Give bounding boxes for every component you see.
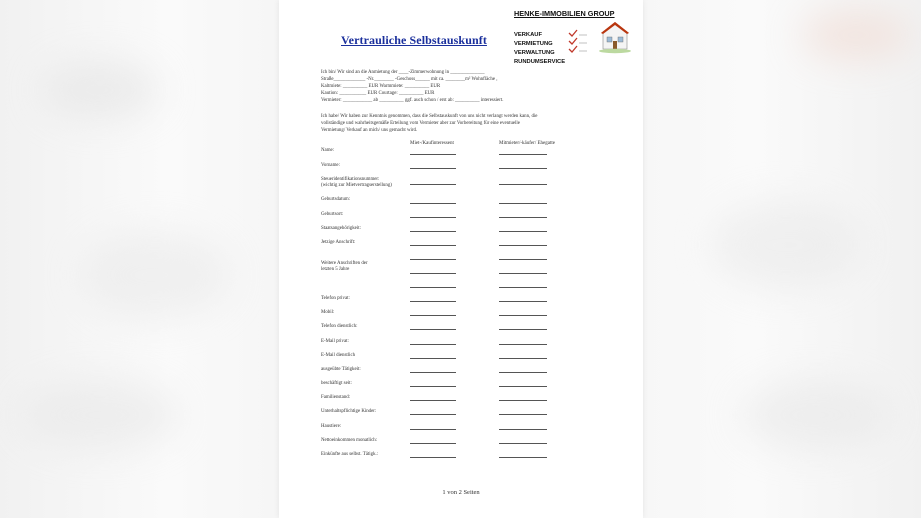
co-applicant-entry-line[interactable] xyxy=(499,414,547,415)
co-applicant-entry-line[interactable] xyxy=(499,245,547,246)
background-blur-shape xyxy=(80,230,230,320)
applicant-entry-line[interactable] xyxy=(410,329,456,330)
document-title: Vertrauliche Selbstauskunft xyxy=(341,33,487,47)
applicant-entry-line[interactable] xyxy=(410,184,456,185)
co-applicant-entry-line[interactable] xyxy=(499,443,547,444)
column-header-applicant: Miet-/Kaufinteressent xyxy=(410,141,454,146)
co-applicant-entry-line[interactable] xyxy=(499,154,547,155)
page-footer: 1 von 2 Seiten xyxy=(442,489,480,496)
form-field-label: Mobil: xyxy=(321,310,335,315)
applicant-entry-line[interactable] xyxy=(410,203,456,204)
house-checklist-logo-icon xyxy=(567,19,631,61)
background-blur-shape xyxy=(711,200,861,290)
background-left xyxy=(0,0,279,518)
consent-line: Vermietung/ Verkauf an mich/ uns gemacht wird. xyxy=(321,128,418,134)
form-field-label: Name: xyxy=(321,148,335,153)
background-right xyxy=(643,0,921,518)
co-applicant-entry-line[interactable] xyxy=(499,259,547,260)
interest-statement xyxy=(321,69,621,104)
intro-line: Ich bin/ Wir sind an die Anmietung der ____-Zimmerwohnung in ______________ xyxy=(321,70,485,75)
applicant-entry-line[interactable] xyxy=(410,231,456,232)
applicant-entry-line[interactable] xyxy=(410,217,456,218)
intro-line: Vermieter: ____________ ab __________ ggf. auch schon / erst ab: __________ interessiert. xyxy=(321,98,504,104)
form-field-label: Unterhaltspflichtige Kinder: xyxy=(321,409,377,414)
co-applicant-entry-line[interactable] xyxy=(499,287,547,288)
co-applicant-entry-line[interactable] xyxy=(499,372,547,373)
applicant-entry-line[interactable] xyxy=(410,344,456,345)
applicant-entry-line[interactable] xyxy=(410,386,456,387)
consent-line: vollständige und wahrheitsgemäße Erteilung vom Vermieter aber zur Vorbereitung für eine eventuelle xyxy=(321,121,520,127)
intro-line: Kaution: ___________ EUR Courtage: __________ EUR xyxy=(321,91,435,97)
form-field-label: Vorname: xyxy=(321,163,340,168)
applicant-entry-line[interactable] xyxy=(410,168,456,169)
applicant-entry-line[interactable] xyxy=(410,154,456,155)
service-item: RUNDUMSERVICE xyxy=(514,59,566,65)
co-applicant-entry-line[interactable] xyxy=(499,217,547,218)
form-field-label: Einkünfte aus selbst. Tätigk.: xyxy=(321,452,379,457)
applicant-entry-line[interactable] xyxy=(410,287,456,288)
document-page xyxy=(279,0,643,518)
column-header-co-applicant: Mitmieter/-käufer/ Ehegatte xyxy=(499,141,555,146)
co-applicant-entry-line[interactable] xyxy=(499,400,547,401)
intro-line: Kaltmiete: __________ EUR Warmmiete: __________ EUR xyxy=(321,84,441,90)
form-field-label: ausgeübte Tätigkeit: xyxy=(321,367,361,372)
co-applicant-entry-line[interactable] xyxy=(499,273,547,274)
form-field-label: Nettoeinkommen monatlich: xyxy=(321,438,378,443)
co-applicant-entry-line[interactable] xyxy=(499,203,547,204)
applicant-entry-line[interactable] xyxy=(410,400,456,401)
consent-statement xyxy=(321,113,621,134)
form-field-label: Haustiere: xyxy=(321,424,342,429)
co-applicant-entry-line[interactable] xyxy=(499,315,547,316)
form-field-label: Weitere Anschriften der letzten 5 Jahre xyxy=(321,261,368,273)
form-field-label: Familienstand: xyxy=(321,395,351,400)
applicant-entry-line[interactable] xyxy=(410,259,456,260)
form-field-label: Geburtsort: xyxy=(321,212,344,217)
co-applicant-entry-line[interactable] xyxy=(499,231,547,232)
co-applicant-entry-line[interactable] xyxy=(499,184,547,185)
background-blur-shape xyxy=(741,380,891,450)
applicant-entry-line[interactable] xyxy=(410,273,456,274)
co-applicant-entry-line[interactable] xyxy=(499,344,547,345)
background-blur-shape xyxy=(801,10,911,60)
company-name: HENKE-IMMOBILIEN GROUP xyxy=(514,9,615,18)
service-item: VERWALTUNG xyxy=(514,50,555,56)
applicant-entry-line[interactable] xyxy=(410,372,456,373)
background-blur-shape xyxy=(20,380,180,450)
co-applicant-entry-line[interactable] xyxy=(499,329,547,330)
co-applicant-entry-line[interactable] xyxy=(499,358,547,359)
applicant-entry-line[interactable] xyxy=(410,429,456,430)
form-field-label: Jetzige Anschrift: xyxy=(321,240,356,245)
applicant-entry-line[interactable] xyxy=(410,443,456,444)
applicant-entry-line[interactable] xyxy=(410,457,456,458)
form-field-label: Staatsangehörigkeit: xyxy=(321,226,361,231)
service-item: VERMIETUNG xyxy=(514,41,553,47)
form-field-label: beschäftigt seit: xyxy=(321,381,352,386)
background-blur-shape xyxy=(40,60,160,120)
co-applicant-entry-line[interactable] xyxy=(499,168,547,169)
services-list xyxy=(514,31,565,67)
form-field-label: Telefon dienstlich: xyxy=(321,324,358,329)
applicant-entry-line[interactable] xyxy=(410,245,456,246)
service-item: VERKAUF xyxy=(514,32,543,38)
applicant-entry-line[interactable] xyxy=(410,301,456,302)
co-applicant-entry-line[interactable] xyxy=(499,301,547,302)
co-applicant-entry-line[interactable] xyxy=(499,386,547,387)
co-applicant-entry-line[interactable] xyxy=(499,457,547,458)
applicant-entry-line[interactable] xyxy=(410,358,456,359)
form-field-label: Geburtsdatum: xyxy=(321,197,351,202)
applicant-entry-line[interactable] xyxy=(410,414,456,415)
applicant-entry-line[interactable] xyxy=(410,315,456,316)
form-field-label: Telefon privat: xyxy=(321,296,350,301)
form-field-label: Steueridentifikationsnummer: (wichtig zur Mietvertragserstellung) xyxy=(321,177,392,189)
co-applicant-entry-line[interactable] xyxy=(499,429,547,430)
consent-line: Ich habe/ Wir haben zur Kenntnis genommen, dass die Selbstauskunft von uns nicht verlangt werden kann, die xyxy=(321,114,538,119)
form-field-label: E-Mail privat: xyxy=(321,339,349,344)
intro-line: Straße_____________ -Nr.________ -Geschoss______ mit ca. ________m² Wohnfläche , xyxy=(321,77,498,83)
form-field-label: E-Mail dienstlich xyxy=(321,353,356,358)
